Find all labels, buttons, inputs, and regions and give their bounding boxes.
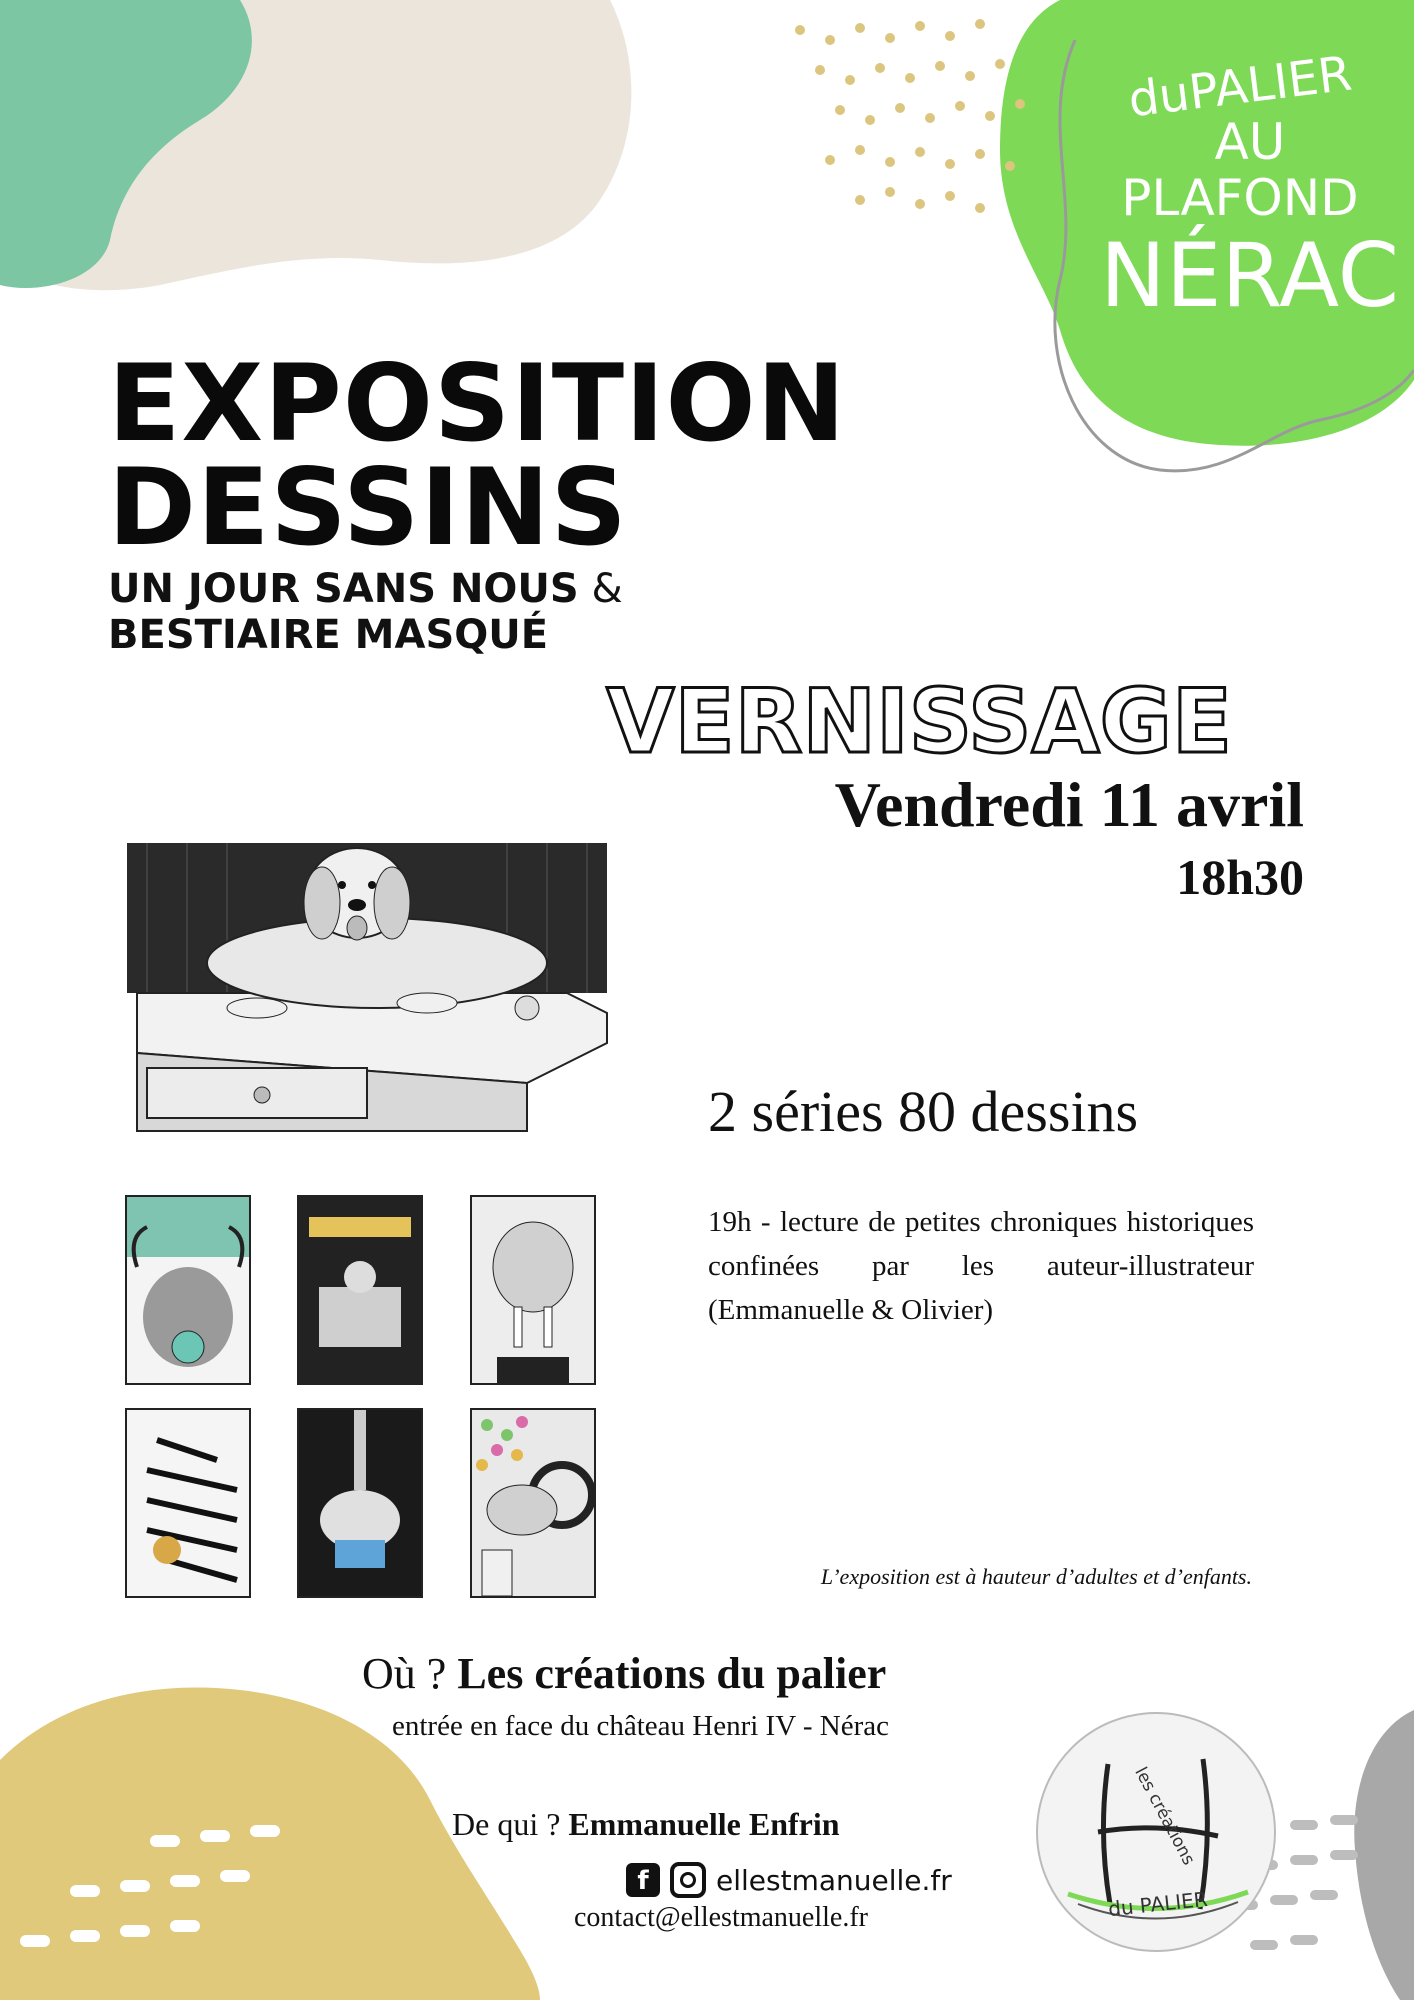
vernissage-date: Vendredi 11 avril — [834, 769, 1304, 840]
thumb-highland-cow — [125, 1195, 251, 1385]
thumb-ram — [470, 1408, 596, 1598]
thumb-bed-figure — [297, 1195, 423, 1385]
age-note: L’exposition est à hauteur d’adultes et d’enfants. — [820, 1564, 1252, 1589]
thumb-space-rat — [297, 1408, 423, 1598]
subtitle-line1 — [108, 566, 908, 612]
logo-top-text: les créations — [1130, 1764, 1199, 1869]
vernissage-label: VERNISSAGE — [606, 670, 1232, 773]
location-line — [362, 1648, 1062, 1699]
author-name: Emmanuelle Enfrin — [568, 1806, 840, 1842]
subtitle-series-2: BESTIAIRE MASQUÉ — [108, 612, 549, 658]
series-count: 2 séries 80 dessins — [708, 1079, 1139, 1144]
gold-dot-pattern — [795, 19, 1025, 213]
reading-description: 19h - lecture de petites chroniques historiques confinées par les auteur-illustrateur (Emmanuelle & Olivier) — [708, 1206, 1254, 1326]
location-address: entrée en face du château Henri IV - Nérac — [392, 1710, 889, 1742]
contact-email[interactable]: contact@ellestmanuelle.fr — [574, 1902, 868, 1933]
subtitle-series-1: UN JOUR SANS NOUS — [108, 566, 579, 612]
social-row — [626, 1860, 952, 1900]
brand-block — [1100, 45, 1400, 327]
brand-line4: NÉRAC — [1100, 224, 1400, 327]
title-line2: DESSINS — [108, 446, 628, 569]
facebook-icon[interactable]: f — [626, 1863, 660, 1897]
location-question: Où ? — [362, 1649, 447, 1698]
gray-blob — [1354, 1710, 1414, 2000]
palier-logo — [1036, 1712, 1276, 1952]
vernissage-time: 18h30 — [1176, 849, 1304, 905]
author-line — [452, 1806, 840, 1843]
brand-line1: duPALIER — [1125, 45, 1355, 129]
thumb-walrus — [470, 1195, 596, 1385]
logo-bottom-text: du PALIER — [1107, 1886, 1209, 1922]
title-block — [108, 342, 908, 658]
author-question: De qui ? — [452, 1806, 561, 1842]
vernissage-heading — [606, 668, 1240, 773]
thumb-zebra — [125, 1408, 251, 1598]
instagram-icon[interactable] — [670, 1862, 706, 1898]
location-place: Les créations du palier — [457, 1649, 887, 1698]
dog-illustration — [127, 843, 607, 1131]
website-link[interactable]: ellestmanuelle.fr — [716, 1863, 952, 1897]
dog-drawing — [127, 843, 607, 1131]
brand-line3: PLAFOND — [1121, 169, 1359, 227]
subtitle-ampersand: & — [578, 566, 623, 612]
title-line1: EXPOSITION — [108, 342, 847, 465]
brand-line2: AU — [1214, 113, 1286, 171]
